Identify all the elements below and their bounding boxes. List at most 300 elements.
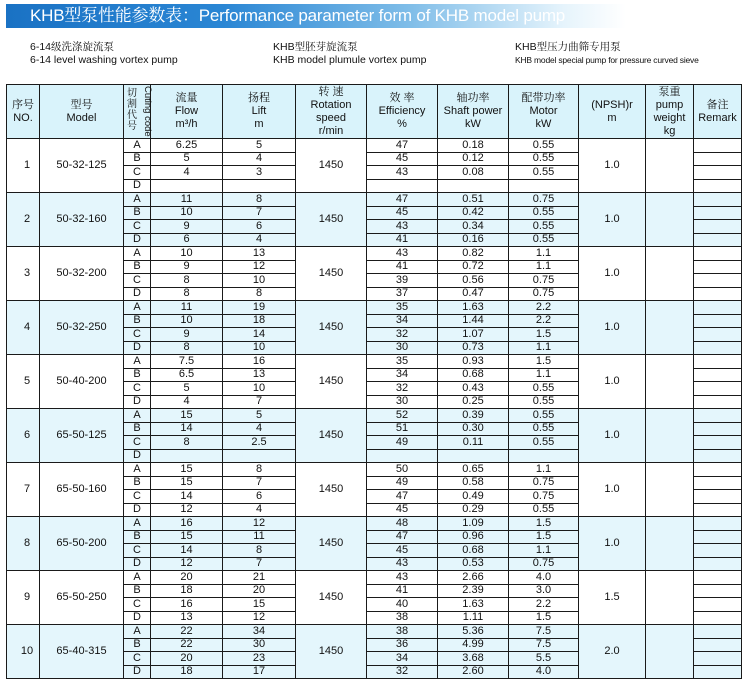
table-row bbox=[7, 571, 742, 585]
cell-rotation-speed: 1450 bbox=[296, 517, 367, 571]
cell-flow: 6.25 bbox=[151, 139, 223, 153]
header-flow: 流量 Flow m³/h bbox=[151, 85, 223, 139]
cell-motor: 7.5 bbox=[509, 638, 579, 652]
cell-shaft-power: 0.12 bbox=[438, 152, 509, 166]
caption-plumule-vortex-pump bbox=[273, 41, 427, 67]
cell-flow: 5 bbox=[151, 382, 223, 396]
cell-efficiency: 38 bbox=[367, 611, 438, 625]
cell-lift: 12 bbox=[223, 260, 296, 274]
cell-flow: 11 bbox=[151, 301, 223, 315]
cell-shaft-power bbox=[438, 449, 509, 463]
cell-efficiency: 30 bbox=[367, 395, 438, 409]
cell-efficiency: 47 bbox=[367, 193, 438, 207]
cell-remark bbox=[694, 274, 742, 288]
cell-lift: 4 bbox=[223, 233, 296, 247]
cell-pump-weight bbox=[646, 247, 694, 301]
cell-npsh: 1.0 bbox=[579, 193, 646, 247]
cell-cutting-code: C bbox=[124, 166, 151, 180]
cell-motor: 1.1 bbox=[509, 260, 579, 274]
cell-flow: 15 bbox=[151, 463, 223, 477]
cell-efficiency: 49 bbox=[367, 436, 438, 450]
cell-efficiency: 37 bbox=[367, 287, 438, 301]
cell-motor: 1.1 bbox=[509, 341, 579, 355]
cell-motor: 1.5 bbox=[509, 355, 579, 369]
cell-no: 5 bbox=[7, 355, 40, 409]
table-row bbox=[7, 409, 742, 423]
cell-remark bbox=[694, 436, 742, 450]
header-cutting-code: 切割代号 Cuting code bbox=[124, 85, 151, 139]
cell-pump-weight bbox=[646, 301, 694, 355]
cell-efficiency: 34 bbox=[367, 652, 438, 666]
cell-shaft-power: 0.82 bbox=[438, 247, 509, 261]
cell-remark bbox=[694, 422, 742, 436]
header-lift: 扬程 Lift m bbox=[223, 85, 296, 139]
cell-cutting-code: B bbox=[124, 422, 151, 436]
cell-efficiency: 49 bbox=[367, 476, 438, 490]
cell-cutting-code: C bbox=[124, 274, 151, 288]
cell-motor: 5.5 bbox=[509, 652, 579, 666]
cell-npsh: 1.0 bbox=[579, 517, 646, 571]
cell-remark bbox=[694, 503, 742, 517]
table-header-row bbox=[7, 85, 742, 139]
cell-remark bbox=[694, 598, 742, 612]
cell-motor: 0.75 bbox=[509, 557, 579, 571]
cell-cutting-code: A bbox=[124, 193, 151, 207]
cell-npsh: 1.0 bbox=[579, 301, 646, 355]
caption-en: KHB model plumule vortex pump bbox=[273, 54, 427, 66]
cell-efficiency: 32 bbox=[367, 328, 438, 342]
cell-remark bbox=[694, 287, 742, 301]
cell-shaft-power: 0.53 bbox=[438, 557, 509, 571]
cell-flow: 9 bbox=[151, 260, 223, 274]
cell-lift: 12 bbox=[223, 517, 296, 531]
cell-efficiency: 38 bbox=[367, 625, 438, 639]
cell-remark bbox=[694, 139, 742, 153]
cell-lift: 2.5 bbox=[223, 436, 296, 450]
cell-flow: 15 bbox=[151, 476, 223, 490]
cell-lift: 6 bbox=[223, 490, 296, 504]
cell-lift: 19 bbox=[223, 301, 296, 315]
cell-motor: 1.1 bbox=[509, 544, 579, 558]
cell-rotation-speed: 1450 bbox=[296, 139, 367, 193]
cell-npsh: 1.0 bbox=[579, 139, 646, 193]
cell-no: 2 bbox=[7, 193, 40, 247]
cell-remark bbox=[694, 395, 742, 409]
cell-cutting-code: C bbox=[124, 436, 151, 450]
cell-flow: 18 bbox=[151, 665, 223, 679]
table-row bbox=[7, 463, 742, 477]
cell-shaft-power: 4.99 bbox=[438, 638, 509, 652]
cell-efficiency: 41 bbox=[367, 260, 438, 274]
cell-pump-weight bbox=[646, 139, 694, 193]
cell-model: 50-32-160 bbox=[40, 193, 124, 247]
cell-lift: 8 bbox=[223, 544, 296, 558]
cell-lift: 7 bbox=[223, 476, 296, 490]
cell-motor: 4.0 bbox=[509, 665, 579, 679]
cell-remark bbox=[694, 193, 742, 207]
cell-flow: 8 bbox=[151, 341, 223, 355]
header-no: 序号 NO. bbox=[7, 85, 40, 139]
cell-shaft-power: 1.07 bbox=[438, 328, 509, 342]
cell-cutting-code: B bbox=[124, 476, 151, 490]
cell-flow: 12 bbox=[151, 503, 223, 517]
cell-motor: 0.55 bbox=[509, 503, 579, 517]
cell-remark bbox=[694, 571, 742, 585]
cell-lift: 5 bbox=[223, 139, 296, 153]
cell-shaft-power: 0.16 bbox=[438, 233, 509, 247]
page-title: KHB型泵性能参数表：Performance parameter form of KHB model pump bbox=[30, 6, 566, 25]
cell-efficiency: 48 bbox=[367, 517, 438, 531]
cell-flow: 15 bbox=[151, 530, 223, 544]
cell-motor: 0.55 bbox=[509, 409, 579, 423]
cell-shaft-power: 2.60 bbox=[438, 665, 509, 679]
cell-flow bbox=[151, 179, 223, 193]
cell-efficiency: 43 bbox=[367, 571, 438, 585]
cell-model: 65-50-200 bbox=[40, 517, 124, 571]
cell-pump-weight bbox=[646, 193, 694, 247]
cell-no: 3 bbox=[7, 247, 40, 301]
cell-no: 7 bbox=[7, 463, 40, 517]
header-pump-weight: 泵重 pump weight kg bbox=[646, 85, 694, 139]
cell-motor: 2.2 bbox=[509, 301, 579, 315]
cell-motor bbox=[509, 449, 579, 463]
cell-flow: 11 bbox=[151, 193, 223, 207]
cell-efficiency: 35 bbox=[367, 301, 438, 315]
cell-efficiency: 50 bbox=[367, 463, 438, 477]
cell-efficiency: 34 bbox=[367, 314, 438, 328]
cell-lift: 23 bbox=[223, 652, 296, 666]
cell-flow: 8 bbox=[151, 436, 223, 450]
header-motor: 配带功率 Motor kW bbox=[509, 85, 579, 139]
cell-efficiency: 45 bbox=[367, 152, 438, 166]
cell-lift: 12 bbox=[223, 611, 296, 625]
table-row bbox=[7, 625, 742, 639]
cell-remark bbox=[694, 220, 742, 234]
cell-shaft-power: 0.34 bbox=[438, 220, 509, 234]
cell-no: 6 bbox=[7, 409, 40, 463]
cell-lift: 7 bbox=[223, 557, 296, 571]
cell-lift: 7 bbox=[223, 206, 296, 220]
cell-cutting-code: C bbox=[124, 652, 151, 666]
cell-lift: 11 bbox=[223, 530, 296, 544]
cell-remark bbox=[694, 247, 742, 261]
cell-lift: 34 bbox=[223, 625, 296, 639]
table-row bbox=[7, 517, 742, 531]
cell-motor: 0.75 bbox=[509, 274, 579, 288]
cell-lift: 30 bbox=[223, 638, 296, 652]
cell-motor: 7.5 bbox=[509, 625, 579, 639]
cell-remark bbox=[694, 611, 742, 625]
cell-motor: 0.55 bbox=[509, 233, 579, 247]
cell-motor: 1.5 bbox=[509, 611, 579, 625]
cell-remark bbox=[694, 382, 742, 396]
cell-efficiency: 41 bbox=[367, 233, 438, 247]
cell-npsh: 2.0 bbox=[579, 625, 646, 679]
caption-curved-sieve-pump bbox=[515, 41, 699, 67]
cell-flow: 15 bbox=[151, 409, 223, 423]
cell-model: 50-32-125 bbox=[40, 139, 124, 193]
cell-flow: 4 bbox=[151, 166, 223, 180]
cell-shaft-power: 0.18 bbox=[438, 139, 509, 153]
cell-shaft-power: 0.72 bbox=[438, 260, 509, 274]
cell-no: 8 bbox=[7, 517, 40, 571]
cell-motor: 1.5 bbox=[509, 328, 579, 342]
cell-efficiency: 51 bbox=[367, 422, 438, 436]
cell-shaft-power: 0.30 bbox=[438, 422, 509, 436]
caption-cn: 6-14级洗涤旋流泵 bbox=[30, 41, 115, 53]
table-body bbox=[7, 139, 742, 679]
cell-flow: 18 bbox=[151, 584, 223, 598]
cell-pump-weight bbox=[646, 355, 694, 409]
cell-lift: 10 bbox=[223, 274, 296, 288]
cell-npsh: 1.0 bbox=[579, 409, 646, 463]
cell-remark bbox=[694, 490, 742, 504]
cell-lift: 13 bbox=[223, 247, 296, 261]
cell-efficiency: 40 bbox=[367, 598, 438, 612]
header-rotation-speed: 转 速 Rotation speed r/min bbox=[296, 85, 367, 139]
cell-motor: 0.75 bbox=[509, 476, 579, 490]
cell-flow: 5 bbox=[151, 152, 223, 166]
table-row bbox=[7, 247, 742, 261]
cell-motor: 0.55 bbox=[509, 382, 579, 396]
table-row bbox=[7, 301, 742, 315]
cell-npsh: 1.0 bbox=[579, 355, 646, 409]
cell-flow bbox=[151, 449, 223, 463]
cell-cutting-code: C bbox=[124, 328, 151, 342]
cell-lift: 15 bbox=[223, 598, 296, 612]
cell-remark bbox=[694, 179, 742, 193]
cell-efficiency: 41 bbox=[367, 584, 438, 598]
cell-lift: 14 bbox=[223, 328, 296, 342]
cell-shaft-power: 1.44 bbox=[438, 314, 509, 328]
cell-remark bbox=[694, 638, 742, 652]
header-model: 型号 Model bbox=[40, 85, 124, 139]
cell-remark bbox=[694, 517, 742, 531]
cell-remark bbox=[694, 463, 742, 477]
cell-flow: 10 bbox=[151, 247, 223, 261]
cell-cutting-code: A bbox=[124, 571, 151, 585]
cell-rotation-speed: 1450 bbox=[296, 193, 367, 247]
cell-motor: 1.1 bbox=[509, 247, 579, 261]
cell-cutting-code: A bbox=[124, 247, 151, 261]
cell-efficiency: 45 bbox=[367, 503, 438, 517]
cell-shaft-power: 5.36 bbox=[438, 625, 509, 639]
cell-flow: 6 bbox=[151, 233, 223, 247]
cell-cutting-code: D bbox=[124, 503, 151, 517]
cell-efficiency bbox=[367, 449, 438, 463]
cell-rotation-speed: 1450 bbox=[296, 409, 367, 463]
cell-motor: 2.2 bbox=[509, 598, 579, 612]
cell-cutting-code: D bbox=[124, 557, 151, 571]
cell-efficiency: 30 bbox=[367, 341, 438, 355]
cell-lift: 10 bbox=[223, 341, 296, 355]
cell-rotation-speed: 1450 bbox=[296, 355, 367, 409]
cell-flow: 9 bbox=[151, 328, 223, 342]
cell-cutting-code: A bbox=[124, 625, 151, 639]
cell-efficiency: 47 bbox=[367, 490, 438, 504]
cell-flow: 16 bbox=[151, 517, 223, 531]
cell-cutting-code: B bbox=[124, 206, 151, 220]
cell-cutting-code: B bbox=[124, 314, 151, 328]
cell-remark bbox=[694, 557, 742, 571]
cell-cutting-code: D bbox=[124, 665, 151, 679]
cell-remark bbox=[694, 166, 742, 180]
cell-motor bbox=[509, 179, 579, 193]
cell-cutting-code: A bbox=[124, 139, 151, 153]
cell-cutting-code: D bbox=[124, 449, 151, 463]
cell-motor: 1.1 bbox=[509, 368, 579, 382]
cell-lift: 10 bbox=[223, 382, 296, 396]
cell-motor: 1.5 bbox=[509, 530, 579, 544]
cell-pump-weight bbox=[646, 517, 694, 571]
cell-shaft-power: 1.11 bbox=[438, 611, 509, 625]
cell-flow: 22 bbox=[151, 625, 223, 639]
cell-lift bbox=[223, 449, 296, 463]
cell-flow: 13 bbox=[151, 611, 223, 625]
cell-shaft-power: 0.93 bbox=[438, 355, 509, 369]
cell-remark bbox=[694, 584, 742, 598]
cell-lift: 16 bbox=[223, 355, 296, 369]
cell-efficiency: 43 bbox=[367, 166, 438, 180]
cell-motor: 0.55 bbox=[509, 206, 579, 220]
cell-shaft-power: 0.65 bbox=[438, 463, 509, 477]
cell-motor: 0.55 bbox=[509, 422, 579, 436]
cell-motor: 1.1 bbox=[509, 463, 579, 477]
table-row bbox=[7, 193, 742, 207]
cell-motor: 0.55 bbox=[509, 395, 579, 409]
cell-model: 65-50-160 bbox=[40, 463, 124, 517]
cell-no: 10 bbox=[7, 625, 40, 679]
cell-remark bbox=[694, 206, 742, 220]
cell-shaft-power: 0.42 bbox=[438, 206, 509, 220]
cell-efficiency: 35 bbox=[367, 355, 438, 369]
cell-efficiency: 36 bbox=[367, 638, 438, 652]
performance-table bbox=[6, 84, 742, 679]
cell-cutting-code: C bbox=[124, 544, 151, 558]
cell-cutting-code: B bbox=[124, 638, 151, 652]
cell-remark bbox=[694, 530, 742, 544]
title-banner bbox=[6, 4, 626, 28]
cell-efficiency: 47 bbox=[367, 139, 438, 153]
cell-remark bbox=[694, 260, 742, 274]
cell-cutting-code: C bbox=[124, 382, 151, 396]
cell-shaft-power: 2.66 bbox=[438, 571, 509, 585]
header-npsh: (NPSH)r m bbox=[579, 85, 646, 139]
cell-cutting-code: B bbox=[124, 584, 151, 598]
cell-model: 50-32-200 bbox=[40, 247, 124, 301]
cell-lift: 13 bbox=[223, 368, 296, 382]
cell-efficiency bbox=[367, 179, 438, 193]
cell-flow: 14 bbox=[151, 490, 223, 504]
cell-lift: 4 bbox=[223, 422, 296, 436]
cell-remark bbox=[694, 301, 742, 315]
cell-efficiency: 39 bbox=[367, 274, 438, 288]
cell-motor: 0.75 bbox=[509, 287, 579, 301]
cell-shaft-power bbox=[438, 179, 509, 193]
cell-rotation-speed: 1450 bbox=[296, 301, 367, 355]
cell-cutting-code: A bbox=[124, 355, 151, 369]
cell-lift: 21 bbox=[223, 571, 296, 585]
cell-shaft-power: 3.68 bbox=[438, 652, 509, 666]
cell-shaft-power: 0.68 bbox=[438, 544, 509, 558]
cell-no: 1 bbox=[7, 139, 40, 193]
cell-flow: 8 bbox=[151, 287, 223, 301]
cell-cutting-code: A bbox=[124, 463, 151, 477]
cell-shaft-power: 1.63 bbox=[438, 301, 509, 315]
cell-lift: 18 bbox=[223, 314, 296, 328]
cell-shaft-power: 1.09 bbox=[438, 517, 509, 531]
cell-cutting-code: A bbox=[124, 301, 151, 315]
cell-shaft-power: 0.68 bbox=[438, 368, 509, 382]
cell-remark bbox=[694, 233, 742, 247]
cell-cutting-code: C bbox=[124, 220, 151, 234]
cell-remark bbox=[694, 652, 742, 666]
cell-flow: 20 bbox=[151, 571, 223, 585]
cell-cutting-code: C bbox=[124, 490, 151, 504]
cell-remark bbox=[694, 341, 742, 355]
cell-model: 65-40-315 bbox=[40, 625, 124, 679]
cell-remark bbox=[694, 544, 742, 558]
cell-cutting-code: D bbox=[124, 179, 151, 193]
cell-motor: 0.55 bbox=[509, 152, 579, 166]
cell-shaft-power: 0.51 bbox=[438, 193, 509, 207]
cell-remark bbox=[694, 476, 742, 490]
cell-cutting-code: A bbox=[124, 517, 151, 531]
cell-cutting-code: D bbox=[124, 395, 151, 409]
cell-cutting-code: C bbox=[124, 598, 151, 612]
caption-cn: KHB型胚芽旋流泵 bbox=[273, 41, 358, 53]
cell-efficiency: 43 bbox=[367, 557, 438, 571]
cell-remark bbox=[694, 368, 742, 382]
cell-efficiency: 34 bbox=[367, 368, 438, 382]
cell-flow: 10 bbox=[151, 314, 223, 328]
cell-model: 65-50-125 bbox=[40, 409, 124, 463]
cell-cutting-code: B bbox=[124, 368, 151, 382]
header-efficiency: 效 率 Efficiency % bbox=[367, 85, 438, 139]
cell-pump-weight bbox=[646, 463, 694, 517]
cell-shaft-power: 0.43 bbox=[438, 382, 509, 396]
cell-lift: 17 bbox=[223, 665, 296, 679]
cell-shaft-power: 0.39 bbox=[438, 409, 509, 423]
cell-efficiency: 52 bbox=[367, 409, 438, 423]
cell-cutting-code: B bbox=[124, 152, 151, 166]
cell-cutting-code: D bbox=[124, 341, 151, 355]
cell-lift: 8 bbox=[223, 287, 296, 301]
cell-shaft-power: 0.96 bbox=[438, 530, 509, 544]
cell-rotation-speed: 1450 bbox=[296, 463, 367, 517]
cell-remark bbox=[694, 328, 742, 342]
cell-efficiency: 32 bbox=[367, 665, 438, 679]
cell-remark bbox=[694, 409, 742, 423]
cell-shaft-power: 0.49 bbox=[438, 490, 509, 504]
cell-efficiency: 32 bbox=[367, 382, 438, 396]
cell-motor: 0.55 bbox=[509, 166, 579, 180]
cell-npsh: 1.0 bbox=[579, 247, 646, 301]
cell-cutting-code: D bbox=[124, 611, 151, 625]
cell-shaft-power: 0.73 bbox=[438, 341, 509, 355]
cell-npsh: 1.0 bbox=[579, 463, 646, 517]
cell-flow: 7.5 bbox=[151, 355, 223, 369]
header-shaft-power: 轴功率 Shaft power kW bbox=[438, 85, 509, 139]
cell-flow: 22 bbox=[151, 638, 223, 652]
cell-pump-weight bbox=[646, 409, 694, 463]
cell-motor: 0.55 bbox=[509, 220, 579, 234]
cell-lift: 8 bbox=[223, 193, 296, 207]
cell-motor: 0.75 bbox=[509, 193, 579, 207]
cell-cutting-code: D bbox=[124, 287, 151, 301]
cell-efficiency: 45 bbox=[367, 544, 438, 558]
header-remark: 备注 Remark bbox=[694, 85, 742, 139]
